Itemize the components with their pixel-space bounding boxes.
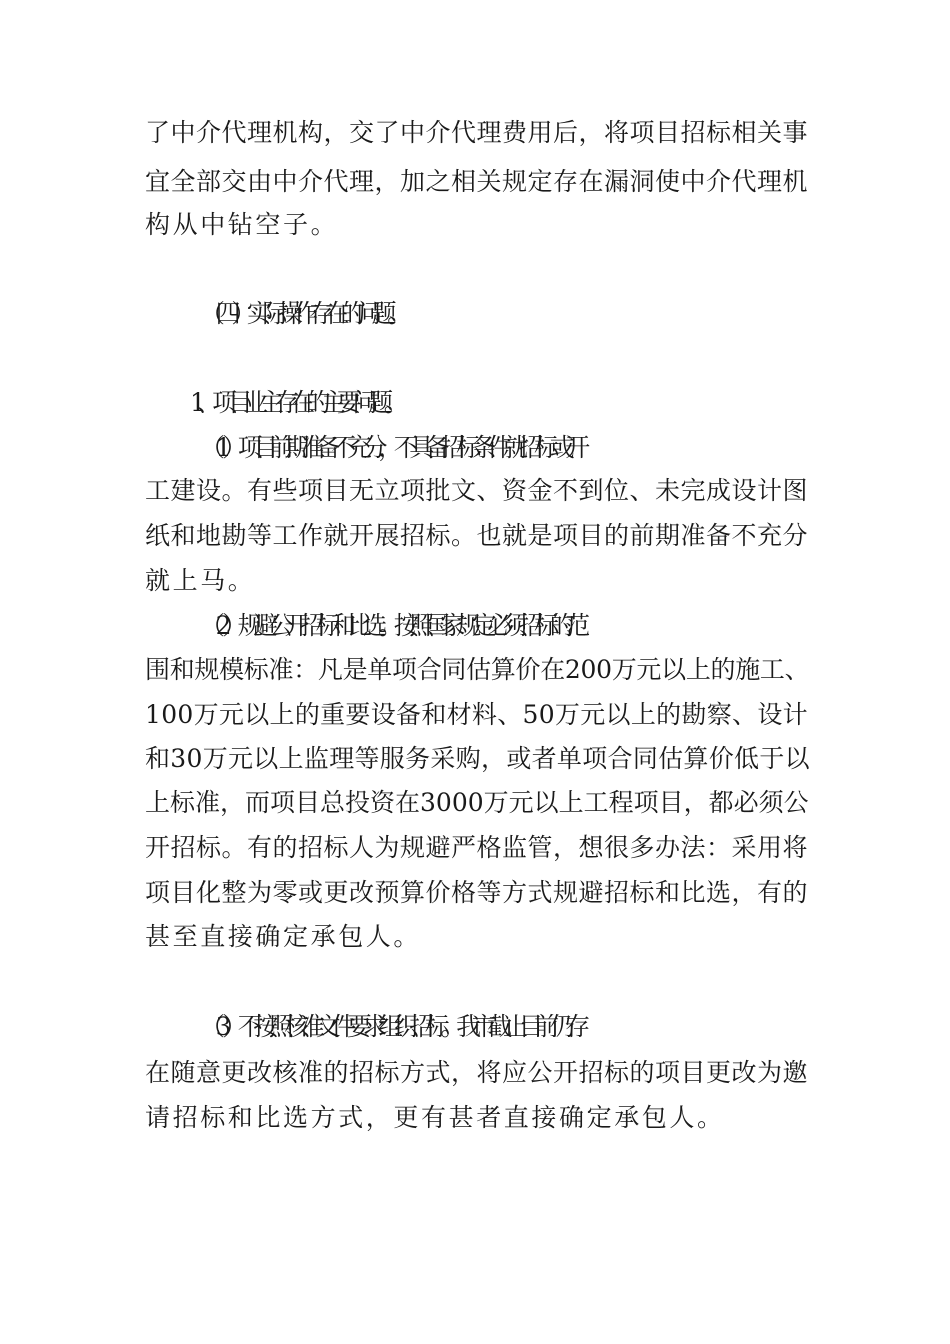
text-line: 在随意更改核准的招标方式，将应公开招标的项目更改为邀 [145, 1058, 809, 1087]
text-line: 甚至直接确定承包人。 [145, 922, 422, 951]
text-line: 100万元以上的重要设备和材料、50万元以上的勘察、设计 [145, 700, 808, 729]
text-line: （2）规避公开招标和比选。按照国家规定必须招标的范 [200, 611, 581, 640]
text-line: 宜全部交由中介代理，加之相关规定存在漏洞使中介代理机 [145, 167, 809, 196]
text-line: （1）项目前期准备不充分，不具备招标条件就招标或开 [200, 433, 581, 462]
text-line: 和30万元以上监理等服务采购，或者单项合同估算价低于以 [145, 744, 810, 773]
text-line: 工建设。有些项目无立项批文、资金不到位、未完成设计图 [145, 476, 809, 505]
text-line: 上标准，而项目总投资在3000万元以上工程项目，都必须公 [145, 788, 809, 817]
text-line: 请招标和比选方式，更有甚者直接确定承包人。 [145, 1103, 725, 1132]
text-line: 就上马。 [145, 566, 256, 595]
text-line: （四）实际操作存在的问题。 [200, 299, 403, 328]
text-line: （3）不按照核准文件要求组织招标。我市截止目前仍存 [200, 1012, 581, 1041]
text-line: 1、项目业主存在的主要问题。 [190, 388, 400, 417]
text-line: 纸和地勘等工作就开展招标。也就是项目的前期准备不充分 [145, 521, 809, 550]
text-line: 了中介代理机构，交了中介代理费用后，将项目招标相关事 [145, 118, 809, 147]
text-line: 项目化整为零或更改预算价格等方式规避招标和比选，有的 [145, 878, 809, 907]
text-line: 构从中钻空子。 [145, 210, 339, 239]
text-line: 开招标。有的招标人为规避严格监管，想很多办法：采用将 [145, 833, 809, 862]
text-line: 围和规模标准：凡是单项合同估算价在200万元以上的施工、 [145, 655, 810, 684]
